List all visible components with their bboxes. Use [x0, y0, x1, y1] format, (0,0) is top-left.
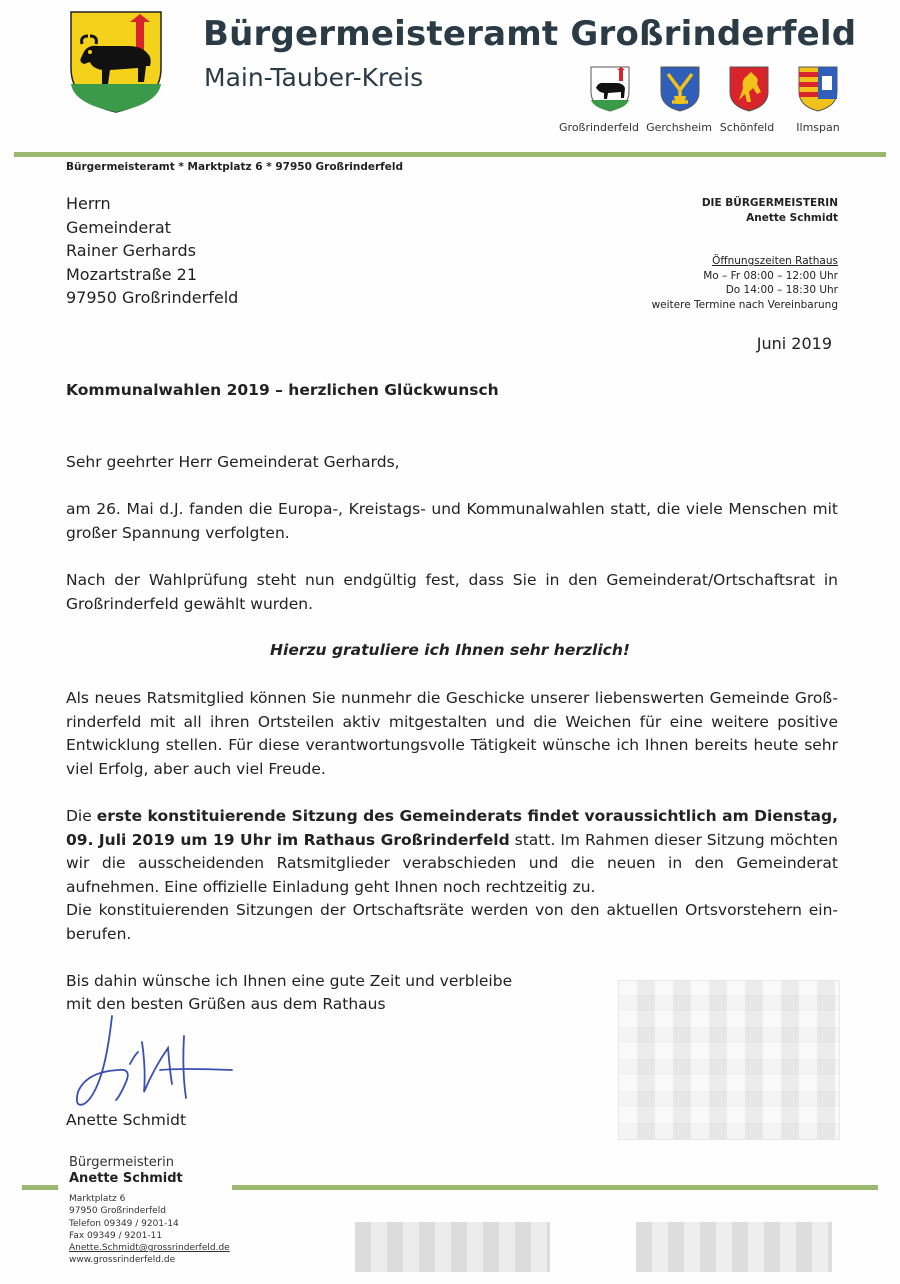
letterhead-subtitle: Main-Tauber-Kreis — [204, 63, 424, 92]
footer-divider-right — [232, 1185, 878, 1190]
recipient-address — [66, 192, 238, 310]
footer-contact — [69, 1193, 230, 1267]
footer-role: Bürgermeisterin — [69, 1155, 174, 1170]
crest-grossrinderfeld-icon — [590, 66, 630, 112]
crest-label-ilmspan: Ilmspan — [796, 121, 840, 134]
header-divider — [14, 152, 886, 157]
crest-label-grossrinderfeld: Großrinderfeld — [559, 121, 639, 134]
crest-schoenfeld-icon — [729, 66, 769, 112]
redacted-footer-block — [636, 1222, 832, 1272]
recipient-line: Gemeinderat — [66, 217, 171, 237]
crest-gerchsheim-icon — [660, 66, 700, 112]
paragraph — [66, 805, 838, 899]
footer-contact-line: Fax 09349 / 9201-11 — [69, 1230, 163, 1241]
recipient-line: Herrn — [66, 194, 111, 213]
paragraph-text: statt. Im Rahmen dieser Sitzung möchten wir die ausscheidenden Ratsmitglieder verabschieden und die neuen in den Gemeinderat aufnehmen. Eine offizielle Einladung geht Ihnen noch rechtzeitig zu. — [66, 830, 838, 896]
letter-date: Juni 2019 — [756, 334, 832, 353]
paragraph: Nach der Wahlprüfung steht nun endgültig fest, dass Sie in den Gemeinderat/Ortschaftsrat in Großrinderfeld gewählt wurden. — [66, 571, 838, 613]
letterhead-title: Bürgermeisteramt Großrinderfeld — [203, 14, 857, 54]
crest-label-schoenfeld: Schönfeld — [719, 121, 775, 134]
paragraph: Die konstituierenden Sitzungen der Ortschaftsräte werden von den aktuellen Ortsvorstehern ein-berufen. — [66, 901, 838, 943]
letter-subject: Kommunalwahlen 2019 – herzlichen Glückwunsch — [66, 381, 499, 399]
opening-hours-line: Do 14:00 – 18:30 Uhr — [725, 284, 838, 296]
recipient-line: Rainer Gerhards — [66, 241, 196, 260]
closing-line: mit den besten Grüßen aus dem Rathaus — [66, 995, 386, 1013]
footer-divider-left — [22, 1185, 58, 1190]
footer-name: Anette Schmidt — [69, 1171, 183, 1186]
mayor-name: Anette Schmidt — [746, 211, 838, 224]
redacted-stamp — [618, 980, 840, 1140]
footer-contact-line: 97950 Großrinderfeld — [69, 1206, 166, 1217]
meeting-details: erste konstituierende Sitzung des Gemeinderats findet voraussichtlich am Dienstag, 09. Juli 2019 um 19 Uhr im Rathaus Großrinderfeld — [66, 807, 838, 849]
closing-line: Bis dahin wünsche ich Ihnen eine gute Zeit und verbleibe — [66, 972, 513, 990]
footer-email-link[interactable]: Anette.Schmidt@grossrinderfeld.de — [69, 1243, 230, 1254]
redacted-footer-block — [355, 1222, 550, 1272]
paragraph-text: Die — [66, 807, 97, 825]
paragraph: Als neues Ratsmitglied können Sie nunmehr die Geschicke unserer liebenswerten Gemeinde Groß-rinderfeld mit all ihren Ortsteilen aktiv mitgestalten und die Weichen für eine weitere positive Entwicklung stellen. Für diese verantwortungsvolle Tätigkeit wünsche ich Ihnen bereits heute sehr viel Erfolg, aber auch viel Freude. — [66, 689, 838, 778]
crest-label-gerchsheim: Gerchsheim — [646, 121, 712, 134]
mayor-info-box — [652, 196, 838, 312]
footer-contact-line: Marktplatz 6 — [69, 1194, 126, 1204]
handwritten-signature — [72, 1012, 242, 1116]
coat-of-arms-logo — [68, 10, 164, 114]
congratulation-line: Hierzu gratuliere ich Ihnen sehr herzlich! — [270, 641, 630, 659]
salutation: Sehr geehrter Herr Gemeinderat Gerhards, — [66, 453, 400, 471]
opening-hours-title: Öffnungszeiten Rathaus — [712, 255, 838, 267]
opening-hours-line: weitere Termine nach Vereinbarung — [651, 298, 838, 311]
footer-website: www.grossrinderfeld.de — [69, 1255, 176, 1266]
crest-ilmspan-icon — [798, 66, 838, 112]
opening-hours-line: Mo – Fr 08:00 – 12:00 Uhr — [703, 269, 838, 282]
paragraph: am 26. Mai d.J. fanden die Europa-, Kreistags- und Kommunalwahlen statt, die viele Menschen mit großer Spannung verfolgten. — [66, 500, 838, 542]
sender-return-address: Bürgermeisteramt * Marktplatz 6 * 97950 Großrinderfeld — [66, 161, 403, 173]
mayor-role: DIE BÜRGERMEISTERIN — [701, 197, 838, 209]
signer-name: Anette Schmidt — [66, 1111, 187, 1129]
recipient-line: Mozartstraße 21 — [66, 264, 198, 284]
recipient-line: 97950 Großrinderfeld — [66, 288, 239, 307]
footer-contact-line: Telefon 09349 / 9201-14 — [69, 1218, 179, 1229]
